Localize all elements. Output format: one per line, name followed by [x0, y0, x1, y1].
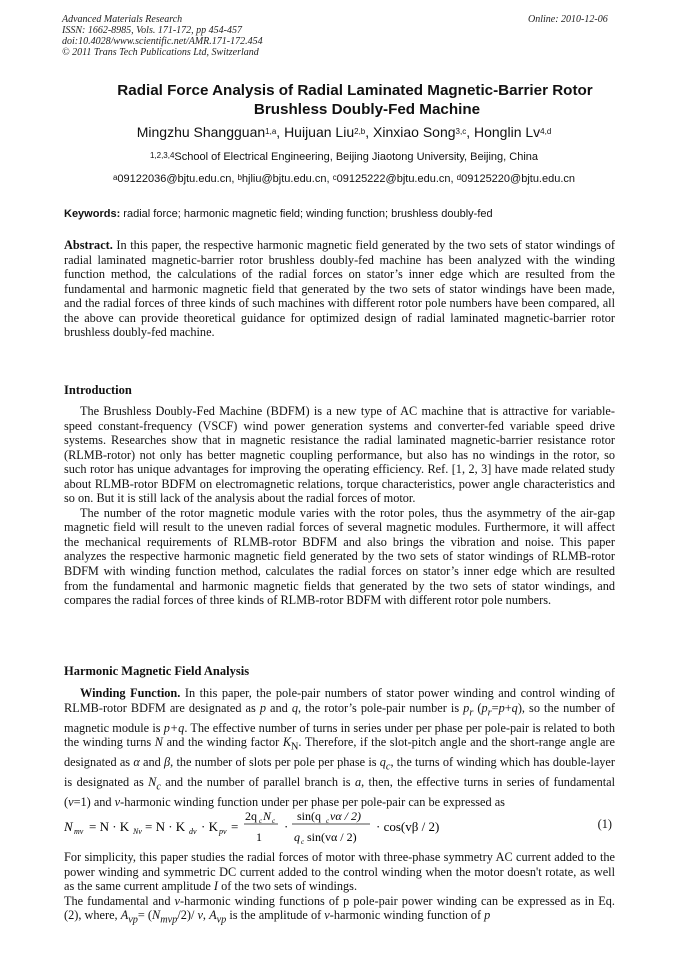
equation-1-formula [64, 806, 584, 848]
svg-text:N: N [263, 809, 272, 823]
keywords [64, 207, 624, 221]
email-sup: a [112, 173, 118, 182]
email-sup: d [456, 173, 462, 182]
introduction-body [64, 404, 615, 608]
issn-line: ISSN: 1662-8985, Vols. 171-172, pp 454-457 [62, 25, 242, 36]
symbol-sub-r: r [469, 707, 474, 718]
svg-text:2q: 2q [245, 809, 257, 823]
doi-line: doi:10.4028/www.scientific.net/AMR.171-172.454 [62, 36, 263, 47]
email-list [62, 172, 626, 186]
symbol-N: N [154, 735, 163, 750]
text-run: , [202, 908, 210, 923]
winding-function-label: Winding Function. [80, 686, 181, 700]
text-run: is the amplitude of [226, 908, 325, 923]
text-run: of the two sets of windings. [218, 879, 358, 894]
text-run: + [504, 700, 512, 715]
text-run: -harmonic winding function of [329, 908, 485, 923]
affiliation [62, 150, 626, 164]
symbol-q: q [291, 700, 299, 715]
text-run: ( [473, 700, 482, 715]
author-name: Mingzhu Shangguan [136, 124, 266, 140]
abstract-text: In this paper, the respective harmonic magnetic field generated by the two sets of stator windings of radial laminated magnetic-barrier rotor brushless doubly-fed machine has been analyzed with the winding function method, the calculations of the radial forces on stator’s inner edge which are resulted from the fundamental and harmonic magnetic field that generated by the two sets of stator windings have been made, and the radial forces of three kinds of such machines with different rotor pole numbers have been compared, all the above can provide theoretical guidance for optimized design of radial laminated magnetic-barrier rotor brushless doubly-fed machine. [64, 238, 615, 340]
email-address[interactable]: 09122036@bjtu.edu.cn, [117, 173, 238, 185]
svg-text:sin(vα / 2): sin(vα / 2) [307, 830, 357, 844]
svg-text:=: = [231, 819, 239, 834]
text-run: In this paper, the pole-pair numbers of stator power winding and control winding of RLMB-rotor BDFM are designated as [64, 686, 616, 715]
author-sup: 3,c [455, 127, 467, 136]
email-sup: b [237, 173, 242, 182]
svg-text:1: 1 [256, 830, 262, 844]
svg-text:vα / 2): vα / 2) [330, 809, 361, 823]
symbol-v: v [114, 795, 121, 810]
symbol-I: I [213, 879, 219, 894]
svg-text:q: q [294, 830, 300, 844]
symbol-p: p [484, 908, 491, 923]
text-run: /2)/ [177, 908, 198, 923]
symbol-alpha: α [133, 755, 140, 770]
text-run: and [265, 700, 292, 715]
author-sep: , [466, 124, 474, 140]
symbol-a: a [354, 775, 362, 790]
symbol-sub-vp: vp [128, 914, 138, 926]
text-run: The fundamental and [64, 893, 175, 908]
symbol-p: p [481, 700, 488, 715]
text-run: , then, the effective turns in series of fundamental ( [64, 775, 616, 810]
email-address[interactable]: 09125220@bjtu.edu.cn [461, 173, 576, 185]
text-run: , the rotor’s pole-pair number is [298, 700, 464, 715]
text-run: and [139, 755, 165, 770]
text-run: and the winding factor [162, 735, 283, 750]
symbol-N: N [148, 775, 157, 790]
svg-text:c: c [301, 838, 305, 846]
symbol-p: p [498, 700, 505, 715]
symbol-q: q [379, 755, 386, 770]
winding-function-paragraph [64, 686, 615, 810]
title-line-2: Brushless Doubly-Fed Machine [253, 101, 481, 118]
text-run: . The effective number of turns in series under per phase per pole-pair is related to both the winding turns [64, 720, 615, 750]
svg-text:= N · K: = N · K [145, 819, 186, 834]
intro-paragraph-2: The number of the rotor magnetic module varies with the rotor poles, thus the asymmetry of the air-gap magnetic field will result to the uneven radial forces of several magnetic modules. Furthermore, it will affect the mechanical requirements of RLMB-rotor BDFM and also brings the vibration and noise. This paper analyzes the respective harmonic magnetic field generated by the two sets of stator windings of RLMB-rotor BDFM with winding function method, calculates the radial forces on stator’s inner edge which are resulted from the fundamental and harmonic magnetic fields that generated by the two sets of stator windings, and compares the radial forces of three kinds of RLMB-rotor BDFM with different rotor pole numbers. [64, 505, 615, 608]
svg-text:· cos(vβ / 2): · cos(vβ / 2) [376, 819, 440, 834]
symbol-N: N [152, 908, 161, 923]
text-run: and the number of parallel branch is [160, 775, 355, 790]
equation-1 [64, 806, 615, 848]
section-heading-harmonic: Harmonic Magnetic Field Analysis [64, 664, 250, 678]
author-name: Huijuan Liu [284, 124, 355, 140]
journal-name: Advanced Materials Research [62, 14, 183, 25]
online-date: Online: 2010-12-06 [528, 14, 608, 25]
equation-number: (1) [597, 817, 612, 831]
svg-text:Nv: Nv [133, 827, 142, 836]
symbol-p: p [259, 700, 266, 715]
svg-text:c: c [259, 817, 263, 825]
abstract [64, 238, 615, 340]
section-heading-introduction: Introduction [64, 383, 132, 397]
svg-text:dv: dv [189, 827, 197, 836]
text-run: For simplicity, this paper studies the radial forces of motor with three-phase symmetry AC current added to the power winding and symmetric DC current added to the control winding when the motor doesn't rotate, as well as the same current amplitude [64, 850, 615, 894]
text-run: -harmonic winding function under per phase per pole-pair can be expressed as [120, 795, 505, 810]
symbol-p: p [463, 700, 470, 715]
email-sup: c [332, 173, 337, 182]
symbol-v: v [197, 908, 203, 923]
email-address[interactable]: hjliu@bjtu.edu.cn, [241, 173, 333, 185]
email-address[interactable]: 09125222@bjtu.edu.cn, [336, 173, 457, 185]
symbol-sub-mvp: mvp [160, 914, 178, 926]
svg-text:N: N [64, 819, 73, 834]
symbol-sub-c: c [156, 781, 161, 793]
text-run: ), so the number of magnetic module is [64, 700, 615, 735]
author-list [62, 124, 626, 141]
symbol-p-plus-q: p+q [163, 720, 185, 735]
svg-text:sin(q: sin(q [297, 809, 321, 823]
text-run: -harmonic winding functions of p pole-pair power winding can be expressed as in Eq. (2), where, [64, 893, 615, 923]
affiliation-text: School of Electrical Engineering, Beijing Jiaotong University, Beijing, China [174, 151, 539, 163]
text-run: = [491, 700, 499, 715]
intro-paragraph-1: The Brushless Doubly-Fed Machine (BDFM) is a new type of AC machine that is attractive for variable-speed constant-frequency (VSCF) wind power generation systems and converter-fed variable speed drive systems. Researches show that in magnetic resistance the radial laminated magnetic-barrier resistance rotor (RLMB-rotor) not only has better magnetic coupling performance, but also has no windings in the rotor, so such rotor has unique advantages for improving the operating efficiency. Ref. [1, 2, 3] have made related study about RLMB-rotor BDFM on electromagnetic relations, torque characteristics, power angle characteristics and so on. But it is still lack of the analysis about the radial forces of motor. [64, 404, 615, 506]
abstract-label: Abstract. [64, 238, 113, 252]
text-run: , the turns of winding which has double-layer is designated as [64, 755, 615, 790]
symbol-sub-vp: vp [216, 914, 227, 926]
svg-text:c: c [326, 817, 330, 825]
text-run: = ( [137, 908, 152, 923]
svg-text:c: c [272, 817, 276, 825]
paper-title [62, 81, 648, 119]
author-sup: 1,a [265, 127, 277, 136]
text-run: . Therefore, if the slot-pitch angle and the short-range angle are designated as [64, 735, 615, 770]
journal-header [62, 14, 263, 58]
symbol-sub-c: c [385, 761, 391, 773]
symbol-v: v [174, 893, 181, 908]
svg-text:· K: · K [201, 819, 218, 834]
author-sup: 4,d [540, 127, 552, 136]
symbol-beta: β [164, 755, 171, 770]
svg-text:mv: mv [74, 827, 84, 836]
symbol-K: K [282, 735, 292, 750]
symbol-A: A [209, 908, 217, 923]
text-run: , the number of slots per pole per phase is [170, 755, 380, 770]
affiliation-sup: 1,2,3,4 [149, 151, 175, 160]
svg-text:= N · K: = N · K [89, 819, 130, 834]
keywords-text: radial force; harmonic magnetic field; winding function; brushless doubly-fed [120, 208, 493, 220]
svg-text:pv: pv [219, 827, 227, 836]
text-run: =1) and [73, 795, 115, 810]
symbol-v: v [68, 795, 74, 810]
title-line-1: Radial Force Analysis of Radial Laminated Magnetic-Barrier Rotor [117, 82, 593, 99]
copyright-line: © 2011 Trans Tech Publications Ltd, Switzerland [62, 47, 259, 58]
symbol-sub-r: r [487, 707, 492, 718]
author-sep: , [276, 124, 285, 140]
after-equation-text [64, 850, 615, 928]
keywords-label: Keywords: [64, 208, 121, 220]
symbol-A: A [120, 908, 129, 923]
symbol-sub-N: N [291, 741, 299, 753]
author-sup: 2,b [354, 127, 366, 136]
author-name: Xinxiao Song [373, 124, 456, 140]
author-sep: , [365, 124, 374, 140]
author-name: Honglin Lv [474, 124, 541, 140]
symbol-q: q [511, 700, 518, 715]
svg-text:·: · [284, 819, 289, 834]
symbol-v: v [324, 908, 330, 923]
